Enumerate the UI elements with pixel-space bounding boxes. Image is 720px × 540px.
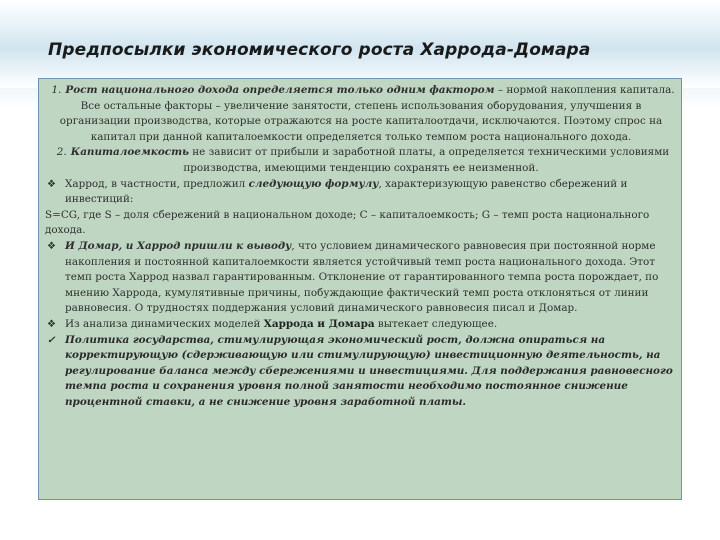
diamond-bullet-icon: ❖ xyxy=(47,318,56,330)
bullet-analysis xyxy=(45,317,677,333)
bullet-3-text-start: Из анализа динамических моделей xyxy=(65,317,264,330)
point-2-text: не зависит от прибыли и заработной платы, а определяется техническими условиями производства, имеющими тенденцию сохранять ее неизменной. xyxy=(183,146,670,174)
bullet-1-text-end: , характеризующую равенство сбережений и инвестиций: xyxy=(65,177,628,206)
point-1-lead: Рост национального дохода определяется только одним фактором xyxy=(65,84,495,96)
bullet-1-text-start: Харрод, в частности, предложил xyxy=(65,177,249,190)
bullet-1-emphasis: следующую формулу xyxy=(248,177,379,190)
diamond-bullet-icon: ❖ xyxy=(47,240,56,252)
point-1-text: – нормой накопления капитала. Все остальные факторы – увеличение занятости, степень использования оборудования, улучшения в организации производства, которые отражаются на росте капиталоотдачи, исключаются. Поэтому спрос на капитал при данной капиталоемкости определяется только темпом роста национального дохода. xyxy=(59,84,675,143)
bullet-policy xyxy=(45,333,677,411)
bullet-conclusion xyxy=(45,239,677,317)
formula-line: S=CG, где S – доля сбережений в национальном доходе; C – капиталоемкость; G – темп роста национального дохода. xyxy=(45,208,650,237)
point-1-number: 1. xyxy=(51,84,62,96)
content-text xyxy=(45,83,677,410)
point-2-lead: Капиталоемкость xyxy=(70,146,189,159)
bullet-3-bold: Харрода и Домара xyxy=(263,317,375,330)
point-2-number: 2. xyxy=(56,146,67,159)
bullet-formula-intro xyxy=(45,177,677,208)
bullet-2-lead: И Домар, и Харрод пришли к выводу xyxy=(65,239,292,252)
point-2 xyxy=(45,145,677,176)
point-1 xyxy=(45,83,677,145)
slide-title: Предпосылки экономического роста Харрода-Домара xyxy=(48,40,591,60)
bullet-4-text: Политика государства, стимулирующая экономический рост, должна опираться на корректирующую (сдерживающую или стимулирующую) инвестиционную деятельность, на регулирование баланса между сбережениями и инвестициями. Для поддержания равновесного темпа роста и сохранения уровня полной занятости необходимо постоянное снижение процентной ставки, а не снижение уровня заработной платы. xyxy=(65,333,673,408)
diamond-bullet-icon: ❖ xyxy=(47,178,56,190)
content-panel xyxy=(38,78,682,500)
bullet-3-text-end: вытекает следующее. xyxy=(374,317,498,330)
bullet-2-text: , что условием динамического равновесия при постоянной норме накопления и постоянной капиталоемкости является устойчивый темп роста национального дохода. Этот темп роста Харрод назвал гарантированным. Отклонение от гарантированного темпа роста порождает, по мнению Харрода, кумулятивные причины, побуждающие фактический темп роста отклоняться от линии равновесия. О трудностях поддержания условий динамического равновесия писал и Домар. xyxy=(65,239,659,315)
checkmark-bullet-icon: ✓ xyxy=(47,334,56,346)
